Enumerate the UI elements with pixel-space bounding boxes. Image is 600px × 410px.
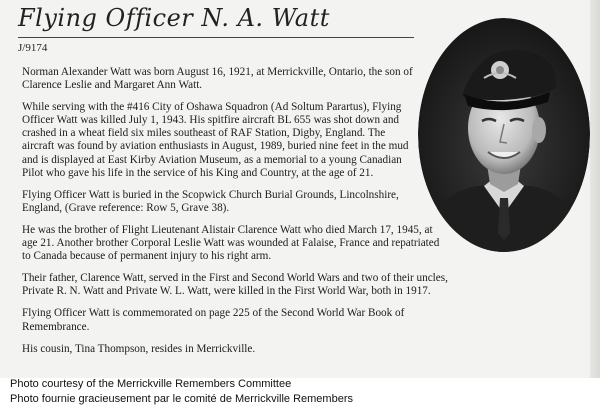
paragraph-burial: Flying Officer Watt is buried in the Scopwick Church Burial Grounds, Lincolnshire, England, (Grave reference: Row 5, Grave 38). [22,188,399,214]
portrait-photo [418,18,590,252]
photo-credit-english: Photo courtesy of the Merrickville Remembers Committee [10,378,292,390]
paragraph-commemoration: Flying Officer Watt is commemorated on page 225 of the Second World War Book of Remembrance. [22,307,405,333]
page-title: Flying Officer N. A. Watt [18,4,330,32]
title-divider [18,37,414,38]
photo-credit-french: Photo fournie gracieusement par le comité de Merrickville Remembers [10,393,353,405]
biography-text [22,66,448,365]
pilot-portrait-illustration [418,18,590,252]
page-edge-shadow [590,0,600,378]
paragraph-brothers: He was the brother of Flight Lieutenant Alistair Clarence Watt who died March 17, 1945, at age 21. Another brother Corporal Leslie Watt was wounded at Falaise, France and repatriated to Canada because of permanent injury to his right arm. [22,223,440,263]
paragraph-service: While serving with the #416 City of Oshawa Squadron (Ad Soltum Parartus), Flying Officer Watt was killed July 1, 1943. His spitfire aircraft BL 655 was shot down and crashed in a wheat field six miles southeast of RAF Station, Digby, England. The aircraft was found by aviation enthusiasts in August, 1989, buried nine feet in the mud and is displayed at East Kirby Aviation Museum, as a memorial to a young Canadian Pilot who gave his life in the service of his King and Country, at the age of 21. [22,101,409,179]
paragraph-family: Their father, Clarence Watt, served in the First and Second World Wars and two of their uncles, Private R. N. Watt and Private W. L. Watt, were killed in the First World War, both in 1917. [22,272,448,298]
paragraph-cousin: His cousin, Tina Thompson, resides in Merrickville. [22,342,256,355]
paragraph-birth: Norman Alexander Watt was born August 16, 1921, at Merrickville, Ontario, the son of Clarence Leslie and Margaret Ann Watt. [22,66,413,92]
service-number: J/9174 [18,42,48,54]
